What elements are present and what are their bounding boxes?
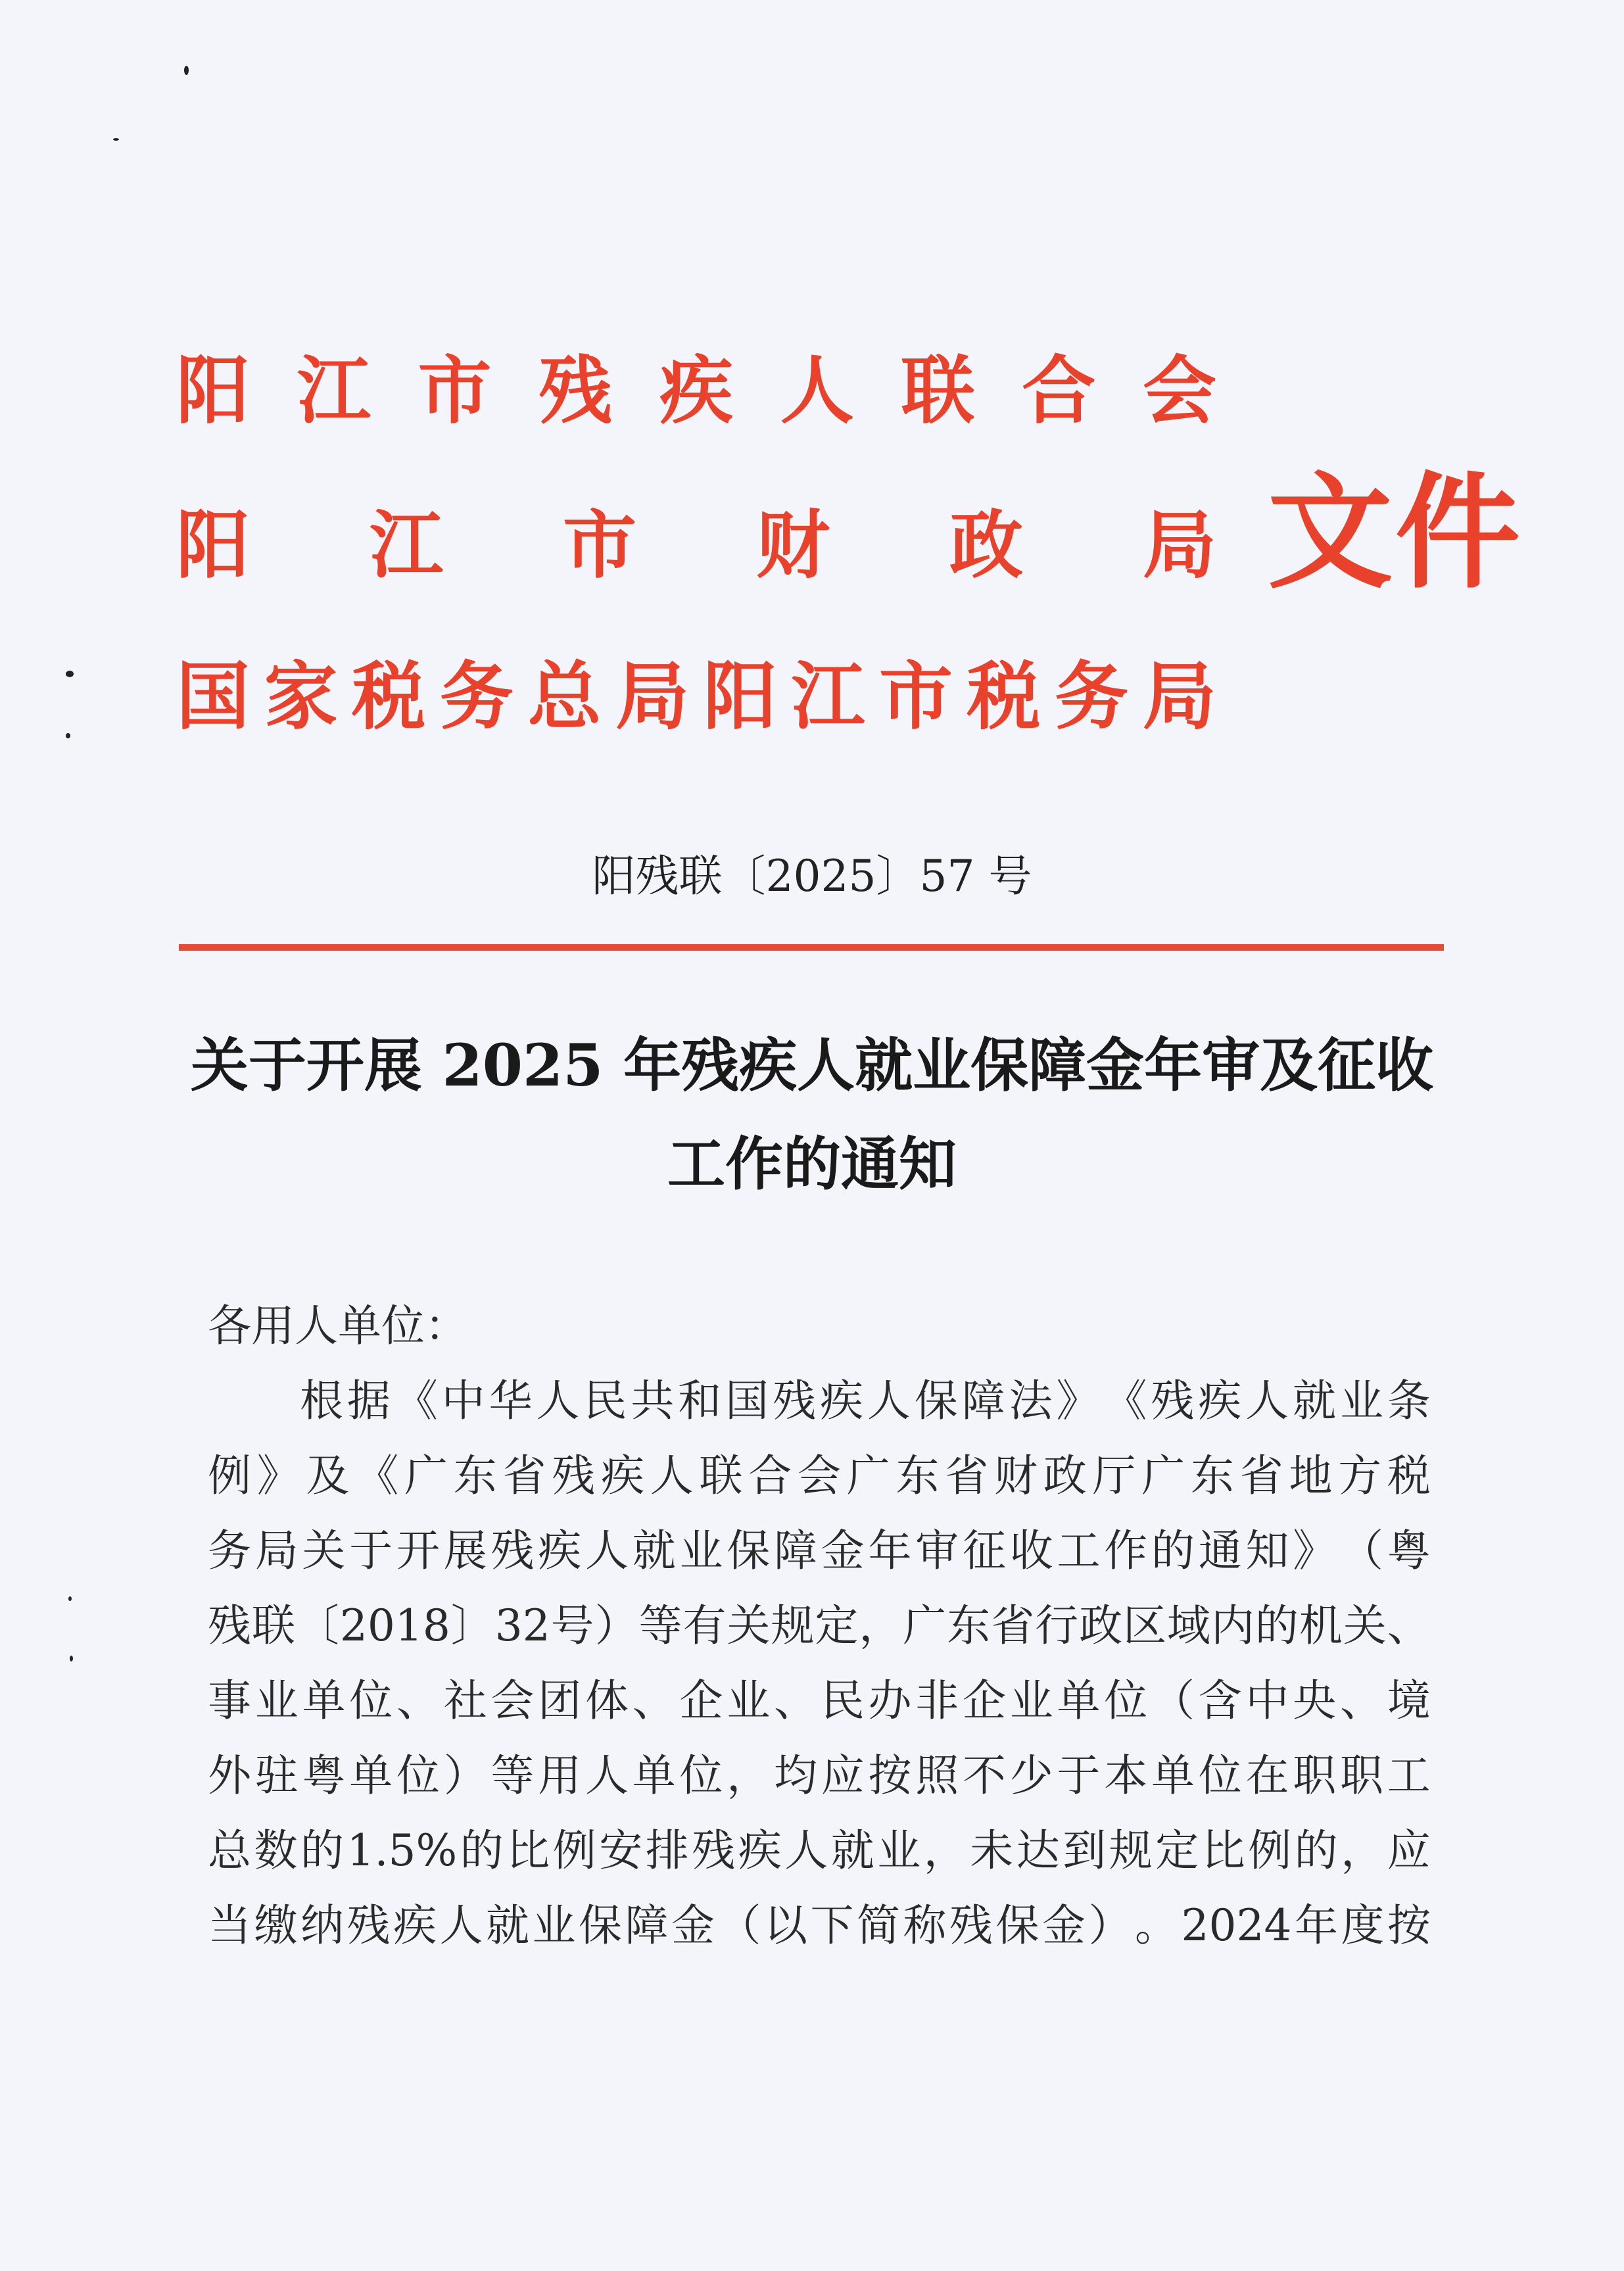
scan-speck (68, 1596, 72, 1601)
issuer-char: 会 (1143, 348, 1216, 434)
issuer-char: 联 (901, 348, 975, 434)
document-body (208, 1289, 1431, 1963)
issuer-char: 务 (1055, 654, 1129, 740)
body-line: 根 据 《 中 华 人 民 共 和 国 残 疾 人 保 障 法 》 《 残 疾 人 就 业 条 (300, 1375, 1431, 1426)
scan-speck (113, 138, 119, 141)
body-line: 事 业 单 位 、 社 会 团 体 、 企 业 、 民 办 非 企 业 单 位 （ 含 中 央 、 境 (208, 1675, 1431, 1726)
issuer-char: 人 (780, 348, 854, 434)
issuer-char: 税 (967, 654, 1041, 740)
body-line: 当 缴 纳 残 疾 人 就 业 保 障 金 （ 以 下 简 称 残 保 金 ） 。 2024 年 度 按 (208, 1900, 1431, 1951)
scan-speck (184, 66, 189, 75)
body-line: 外 驻 粤 单 位 ） 等 用 人 单 位 ， 均 应 按 照 不 少 于 本 单 位 在 职 职 工 (208, 1750, 1431, 1801)
issuer-char: 局 (1142, 654, 1216, 740)
scan-speck (70, 1656, 73, 1661)
issuer-char: 市 (879, 654, 953, 740)
scan-speck (66, 733, 70, 738)
issuer-char: 国 (176, 654, 250, 740)
issuer-tax-bureau (176, 654, 1216, 740)
issuer-char: 财 (756, 502, 830, 588)
issuer-char: 江 (370, 502, 443, 588)
issuer-char: 总 (527, 654, 602, 740)
salutation: 各用人单位： (208, 1301, 468, 1351)
issuer-char: 合 (1022, 348, 1096, 434)
issuer-char: 局 (615, 654, 690, 740)
document-title (0, 1016, 1624, 1213)
body-line: 总 数 的 1.5% 的 比 例 安 排 残 疾 人 就 业 ， 未 达 到 规 定 比 例 的 ， 应 (208, 1825, 1431, 1876)
issuer-disabled-persons-federation (176, 348, 1216, 434)
issuer-char: 务 (439, 654, 513, 740)
issuer-char: 江 (791, 654, 865, 740)
document-word: 文件 (1268, 459, 1523, 606)
issuer-char: 政 (949, 502, 1023, 588)
document-masthead (176, 339, 1524, 759)
document-number: 阳残联〔2025〕57 号 (592, 851, 1032, 901)
title-line-1: 关于开展 2025 年残疾人就业保障金年审及征收 (190, 1031, 1434, 1099)
issuer-char: 残 (538, 348, 613, 434)
issuer-char: 局 (1143, 502, 1216, 588)
body-paragraph (208, 1364, 1431, 1963)
issuer-char: 阳 (176, 502, 250, 588)
body-line: 务 局 关 于 开 展 残 疾 人 就 业 保 障 金 年 审 征 收 工 作 的 通 知 》 （ 粤 (208, 1525, 1431, 1576)
body-line: 例 》 及 《 广 东 省 残 疾 人 联 合 会 广 东 省 财 政 厅 广 东 省 地 方 税 (208, 1450, 1431, 1501)
issuer-char: 阳 (703, 654, 777, 740)
issuer-char: 市 (563, 502, 636, 588)
issuer-char: 阳 (176, 348, 250, 434)
body-line: 残 联 〔 2018 〕 32 号 ） 等 有 关 规 定 ， 广 东 省 行 政 区 域 内 的 机 关 、 (208, 1600, 1431, 1651)
red-divider (179, 944, 1444, 951)
title-line-2: 工作的通知 (667, 1130, 957, 1198)
issuer-char: 税 (352, 654, 426, 740)
issuer-char: 疾 (659, 348, 733, 434)
issuer-finance-bureau (176, 503, 1216, 588)
issuer-char: 家 (264, 654, 338, 740)
issuer-char: 市 (418, 348, 492, 434)
scan-speck (66, 671, 74, 677)
issuer-char: 江 (297, 348, 371, 434)
